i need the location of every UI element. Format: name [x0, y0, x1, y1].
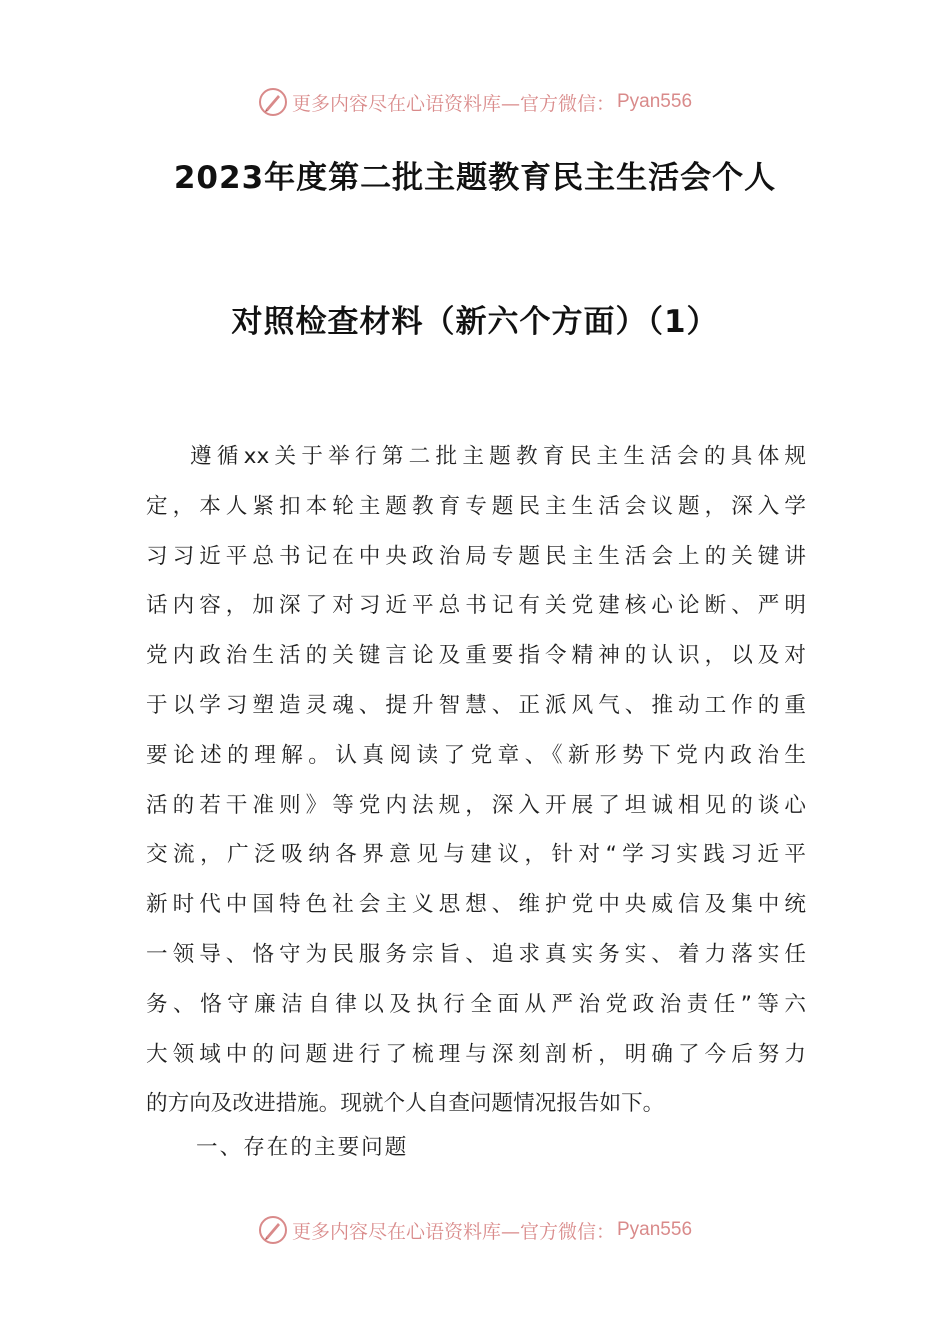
body-line: 话内容，加深了对习近平总书记有关党建核心论断、严明 [146, 593, 806, 619]
body-line: 新时代中国特色社会主义思想、维护党中央威信及集中统 [146, 892, 806, 918]
document-title-line-2: 对照检查材料（新六个方面）（1） [231, 304, 719, 340]
body-line: 务、恪守廉洁自律以及执行全面从严治党政治责任”等六 [146, 991, 806, 1017]
watermark-footer [0, 1210, 950, 1250]
quill-logo-icon [258, 87, 288, 117]
body-line: 习习近平总书记在中央政治局专题民主生活会上的关键讲 [146, 543, 806, 569]
body-line: 活的若干准则》等党内法规，深入开展了坦诚相见的谈心 [146, 792, 806, 818]
quill-logo-icon [258, 1215, 288, 1245]
watermark-header [0, 82, 950, 122]
body-line: 遵循xx关于举行第二批主题教育民主生活会的具体规 [190, 444, 806, 469]
watermark-text: 更多内容尽在心语资料库—官方微信： [291, 1220, 615, 1243]
watermark-id: Pyan556 [617, 1219, 693, 1240]
body-line: 一领导、恪守为民服务宗旨、追求真实务实、着力落实任 [146, 941, 806, 967]
body-line: 交流，广泛吸纳各界意见与建议，针对“学习实践习近平 [146, 842, 806, 868]
watermark-text: 更多内容尽在心语资料库—官方微信： [291, 92, 615, 115]
body-line: 大领域中的问题进行了梳理与深刻剖析，明确了今后努力 [146, 1041, 806, 1067]
document-title-line-1: 2023年度第二批主题教育民主生活会个人 [173, 160, 777, 196]
body-line: 于以学习塑造灵魂、提升智慧、正派风气、推动工作的重 [146, 692, 806, 718]
body-line: 的方向及改进措施。现就个人自查问题情况报告如下。 [146, 1091, 665, 1117]
watermark-id: Pyan556 [617, 91, 693, 112]
body-line: 要论述的理解。认真阅读了党章、《新形势下党内政治生 [146, 742, 806, 768]
body-paragraph [146, 432, 806, 1129]
section-heading: 一、存在的主要问题 [196, 1135, 409, 1160]
body-line: 定，本人紧扣本轮主题教育专题民主生活会议题，深入学 [146, 493, 806, 519]
body-line: 党内政治生活的关键言论及重要指令精神的认识，以及对 [146, 643, 806, 669]
